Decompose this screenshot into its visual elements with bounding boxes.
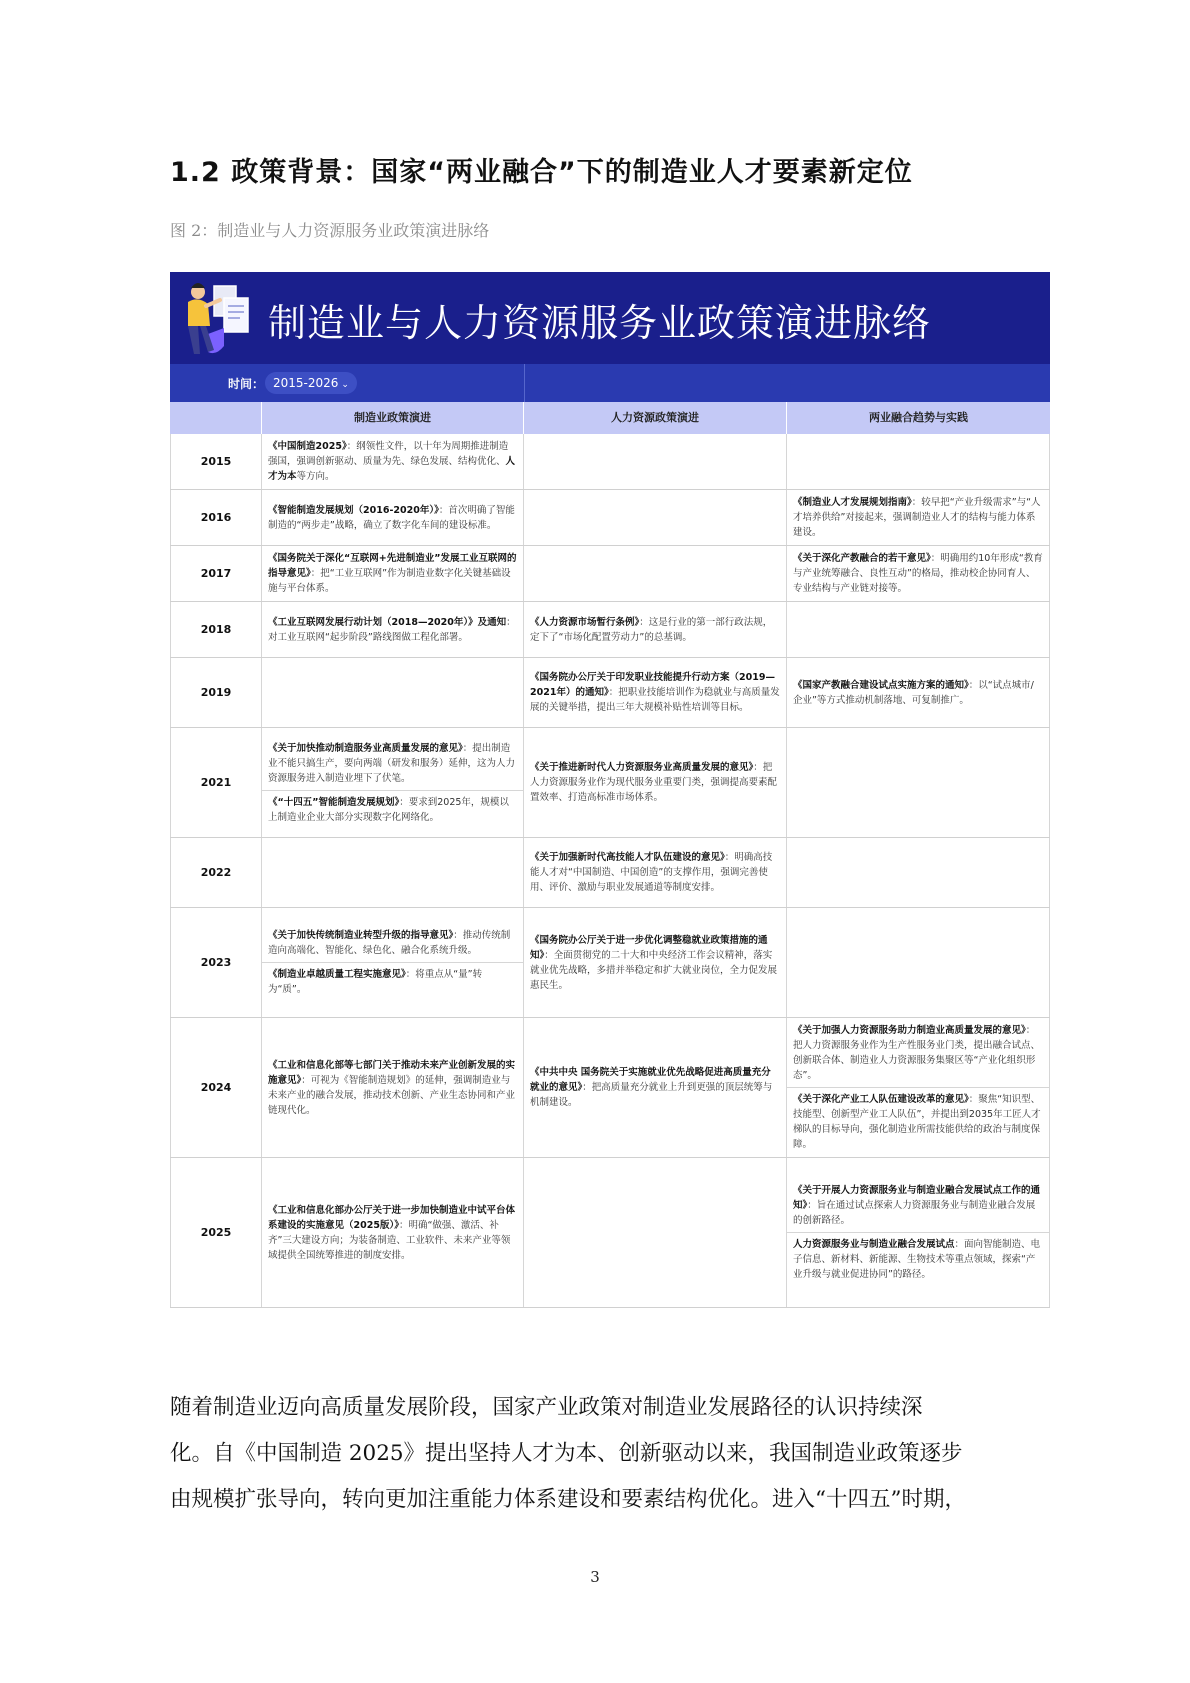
policy-title: 《工业和信息化部办公厅关于进一步加快制造业中试平台体系建设的实施意见（2025版）》 <box>268 1204 516 1231</box>
policy-title: 《制造业卓越质量工程实施意见》 <box>268 969 406 980</box>
policy-description: ：把“工业互联网”作为制造业数字化关键基础设施与平台体系。 <box>268 568 511 594</box>
policy-title: 《关于加快传统制造业转型升级的指导意见》 <box>268 930 454 941</box>
integration-cell <box>787 434 1050 489</box>
policy-description: ：首次明确了智能制造的“两步走”战略，确立了数字化车间的建设标准。 <box>268 504 515 531</box>
policy-entry <box>262 1199 523 1267</box>
policy-entry <box>262 611 523 649</box>
policy-description: ：把人力资源服务业作为现代服务业重要门类，强调提高要素配置效率、打造高标准市场体系。 <box>530 762 778 803</box>
policy-entry <box>524 846 786 899</box>
policy-entry <box>787 491 1049 544</box>
chevron-down-icon: ⌄ <box>341 380 349 390</box>
year-cell: 2025 <box>170 1158 262 1307</box>
manufacturing-cell <box>262 434 524 489</box>
policy-entry <box>262 737 523 790</box>
policy-entry <box>524 611 786 649</box>
page-number: 3 <box>590 1568 600 1586</box>
hr-cell <box>524 1158 787 1307</box>
policy-title: 《关于开展人力资源服务业与制造业融合发展试点工作的通知》 <box>793 1185 1041 1211</box>
time-label: 时间： <box>228 377 265 391</box>
policy-description: ：可视为《智能制造规划》的延伸，强调制造业与未来产业的融合发展，推动技术创新、产业生态协同和产业链现代化。 <box>268 1074 516 1116</box>
worker-with-documents-illustration <box>174 276 258 362</box>
policy-entry <box>787 1179 1049 1232</box>
policy-title: 《智能制造发展规划（2016-2020年）》 <box>268 504 439 516</box>
policy-title: 《关于深化产教融合的若干意见》 <box>793 553 931 564</box>
policy-title: 《关于深化产业工人队伍建设改革的意见》 <box>793 1094 969 1105</box>
policy-title: 《工业和信息化部等七部门关于推动未来产业创新发展的实施意见》 <box>268 1059 516 1086</box>
table-row <box>170 490 1050 546</box>
body-paragraph-line-1: 随着制造业迈向高质量发展阶段，国家产业政策对制造业发展路径的认识持续深 <box>170 1395 923 1420</box>
time-filter-bar <box>170 364 1050 402</box>
hr-cell <box>524 658 787 727</box>
policy-entry <box>787 1232 1049 1286</box>
table-row <box>170 546 1050 602</box>
manufacturing-cell <box>262 908 524 1017</box>
policy-description: ：面向智能制造、电子信息、新材料、新能源、生物技术等重点领域，探索“产业升级与就业促进协同”的路径。 <box>793 1239 1041 1280</box>
hr-cell <box>524 728 787 837</box>
policy-description: ：纲领性文件，以十年为周期推进制造强国，强调创新驱动、质量为先、绿色发展、结构优化、 <box>268 441 509 467</box>
integration-cell <box>787 838 1050 907</box>
hr-cell <box>524 602 787 657</box>
policy-entry <box>787 1019 1049 1087</box>
integration-cell <box>787 546 1050 601</box>
policy-title: 《国务院办公厅关于进一步优化调整稳就业政策措施的通知》 <box>530 934 768 961</box>
column-header-hr: 人力资源政策演进 <box>524 402 787 434</box>
policy-entry <box>524 1061 786 1114</box>
policy-title: 人力资源服务业与制造业融合发展试点 <box>793 1239 955 1250</box>
table-row <box>170 728 1050 838</box>
policy-entry <box>262 499 523 537</box>
policy-title: 《国家产教融合建设试点实施方案的通知》 <box>793 679 969 691</box>
table-row <box>170 1158 1050 1308</box>
policy-description: ：旨在通过试点探索人力资源服务业与制造业融合发展的创新路径。 <box>793 1200 1036 1226</box>
table-row <box>170 1018 1050 1158</box>
policy-description: ：明确“做强、激活、补齐”三大建设方向；为装备制造、工业软件、未来产业等领域提供全国统筹推进的制度安排。 <box>268 1219 511 1261</box>
policy-title: 《国务院关于深化“互联网+先进制造业”发展工业互联网的指导意见》 <box>268 553 517 579</box>
hr-cell <box>524 546 787 601</box>
policy-entry <box>262 924 523 962</box>
table-row <box>170 602 1050 658</box>
hr-cell <box>524 490 787 545</box>
policy-emphasis: 人才为本 <box>268 456 516 482</box>
policy-title: 《人力资源市场暂行条例》 <box>530 616 640 628</box>
figure-banner <box>170 272 1050 364</box>
manufacturing-cell <box>262 490 524 545</box>
manufacturing-cell <box>262 546 524 601</box>
policy-entry <box>262 1054 523 1122</box>
year-cell: 2018 <box>170 602 262 657</box>
time-range-value: 2015-2026 <box>273 376 339 390</box>
banner-title: 制造业与人力资源服务业政策演进脉络 <box>268 301 932 345</box>
policy-description: ：要求到2025年，规模以上制造业企业大部分实现数字化网络化。 <box>268 796 509 823</box>
policy-description: ：以“试点城市/企业”等方式推动机制落地、可复制推广。 <box>793 679 1034 706</box>
body-paragraph-line-2: 化。自《中国制造 2025》提出坚持人才为本、创新驱动以来，我国制造业政策逐步 <box>170 1441 963 1466</box>
policy-description: ：较早把“产业升级需求”与“人才培养供给”对接起来，强调制造业人才的结构与能力体系建设。 <box>793 497 1041 538</box>
column-header-manufacturing: 制造业政策演进 <box>262 402 524 434</box>
integration-cell <box>787 602 1050 657</box>
policy-timeline-figure <box>170 272 1050 1316</box>
policy-entry <box>262 962 523 1001</box>
body-paragraph-line-3: 由规模扩张导向，转向更加注重能力体系建设和要素结构优化。进入“十四五”时期， <box>170 1487 966 1512</box>
year-cell: 2021 <box>170 728 262 837</box>
manufacturing-cell <box>262 602 524 657</box>
year-column-header <box>170 402 262 434</box>
policy-description: ：把职业技能培训作为稳就业与高质量发展的关键举措，提出三年大规模补贴性培训等目标。 <box>530 687 780 713</box>
policy-entry <box>262 435 523 488</box>
policy-description: ：把人力资源服务业作为生产性服务业门类，提出融合试点、创新联合体、制造业人力资源服务集聚区等“产业化组织形态”。 <box>793 1025 1041 1081</box>
section-title: 1.2 政策背景：国家“两业融合”下的制造业人才要素新定位 <box>170 157 913 188</box>
policy-entry <box>524 666 786 719</box>
policy-title: 《中国制造2025》 <box>268 441 347 452</box>
year-cell: 2019 <box>170 658 262 727</box>
policy-description: ：对工业互联网“起步阶段”路线图做工程化部署。 <box>268 616 516 643</box>
policy-description: ：这是行业的第一部行政法规，定下了“市场化配置劳动力”的总基调。 <box>530 616 773 643</box>
hr-cell <box>524 1018 787 1157</box>
policy-description: ：全面贯彻党的二十大和中央经济工作会议精神，落实就业优先战略，多措并举稳定和扩大就业岗位，全力促发展惠民生。 <box>530 949 778 991</box>
manufacturing-cell <box>262 1158 524 1307</box>
policy-title: 《关于推进新时代人力资源服务业高质量发展的意见》 <box>530 762 754 773</box>
policy-title: 《“十四五”智能制造发展规划》 <box>268 796 400 808</box>
table-row <box>170 838 1050 908</box>
hr-cell <box>524 434 787 489</box>
policy-description: ：将重点从“量”转为“质”。 <box>268 969 483 995</box>
policy-title: 《国务院办公厅关于印发职业技能提升行动方案（2019—2021年）的通知》 <box>530 672 775 698</box>
year-cell: 2017 <box>170 546 262 601</box>
integration-cell <box>787 1158 1050 1307</box>
column-header-integration: 两业融合趋势与实践 <box>787 402 1050 434</box>
policy-description: ：提出制造业不能只搞生产，要向两端（研发和服务）延伸，这为人力资源服务进入制造业埋下了伏笔。 <box>268 742 516 784</box>
table-row <box>170 434 1050 490</box>
integration-cell <box>787 658 1050 727</box>
integration-cell <box>787 908 1050 1017</box>
year-cell: 2023 <box>170 908 262 1017</box>
policy-title: 《关于加强新时代高技能人才队伍建设的意见》 <box>530 852 725 863</box>
hr-cell <box>524 908 787 1017</box>
table-row <box>170 908 1050 1018</box>
policy-title: 《工业互联网发展行动计划（2018—2020年）》及通知 <box>268 616 507 628</box>
policy-description: ：明确高技能人才对“中国制造、中国创造”的支撑作用，强调完善使用、评价、激励与职业发展通道等制度安排。 <box>530 852 773 893</box>
year-cell: 2016 <box>170 490 262 545</box>
policy-description-tail: 等方向。 <box>296 471 335 482</box>
year-cell: 2024 <box>170 1018 262 1157</box>
table-row <box>170 658 1050 728</box>
integration-cell <box>787 490 1050 545</box>
policy-entry <box>524 756 786 809</box>
hr-cell <box>524 838 787 907</box>
year-cell: 2022 <box>170 838 262 907</box>
manufacturing-cell <box>262 1018 524 1157</box>
policy-description: ：推动传统制造向高端化、智能化、绿色化、融合化系统升级。 <box>268 930 511 956</box>
manufacturing-cell <box>262 838 524 907</box>
policy-entry <box>787 674 1049 712</box>
policy-description: ：聚焦“知识型、技能型、创新型产业工人队伍”，并提出到2035年工匠人才梯队的目标导向，强化制造业所需技能供给的政治与制度保障。 <box>793 1094 1041 1150</box>
integration-cell <box>787 1018 1050 1157</box>
policy-description: ：把高质量充分就业上升到更强的顶层统筹与机制建设。 <box>530 1082 773 1108</box>
timebar-divider <box>524 364 525 402</box>
policy-entry <box>524 929 786 997</box>
integration-cell <box>787 728 1050 837</box>
policy-entry <box>262 547 523 600</box>
figure-caption: 图 2：制造业与人力资源服务业政策演进脉络 <box>170 221 490 240</box>
manufacturing-cell <box>262 728 524 837</box>
manufacturing-cell <box>262 658 524 727</box>
policy-title: 《关于加快推动制造服务业高质量发展的意见》 <box>268 742 463 754</box>
policy-title: 《关于加强人力资源服务助力制造业高质量发展的意见》 <box>793 1025 1026 1036</box>
policy-description: ：明确用约10年形成“教育与产业统筹融合、良性互动”的格局，推动校企协同育人、专业结构与产业链对接等。 <box>793 553 1043 594</box>
policy-title: 《制造业人才发展规划指南》 <box>793 497 912 508</box>
time-range-select[interactable] <box>265 372 357 394</box>
year-cell: 2015 <box>170 434 262 489</box>
policy-title: 《中共中央 国务院关于实施就业优先战略促进高质量充分就业的意见》 <box>530 1067 771 1093</box>
policy-entry <box>787 547 1049 600</box>
policy-entry <box>262 790 523 829</box>
policy-entry <box>787 1087 1049 1156</box>
